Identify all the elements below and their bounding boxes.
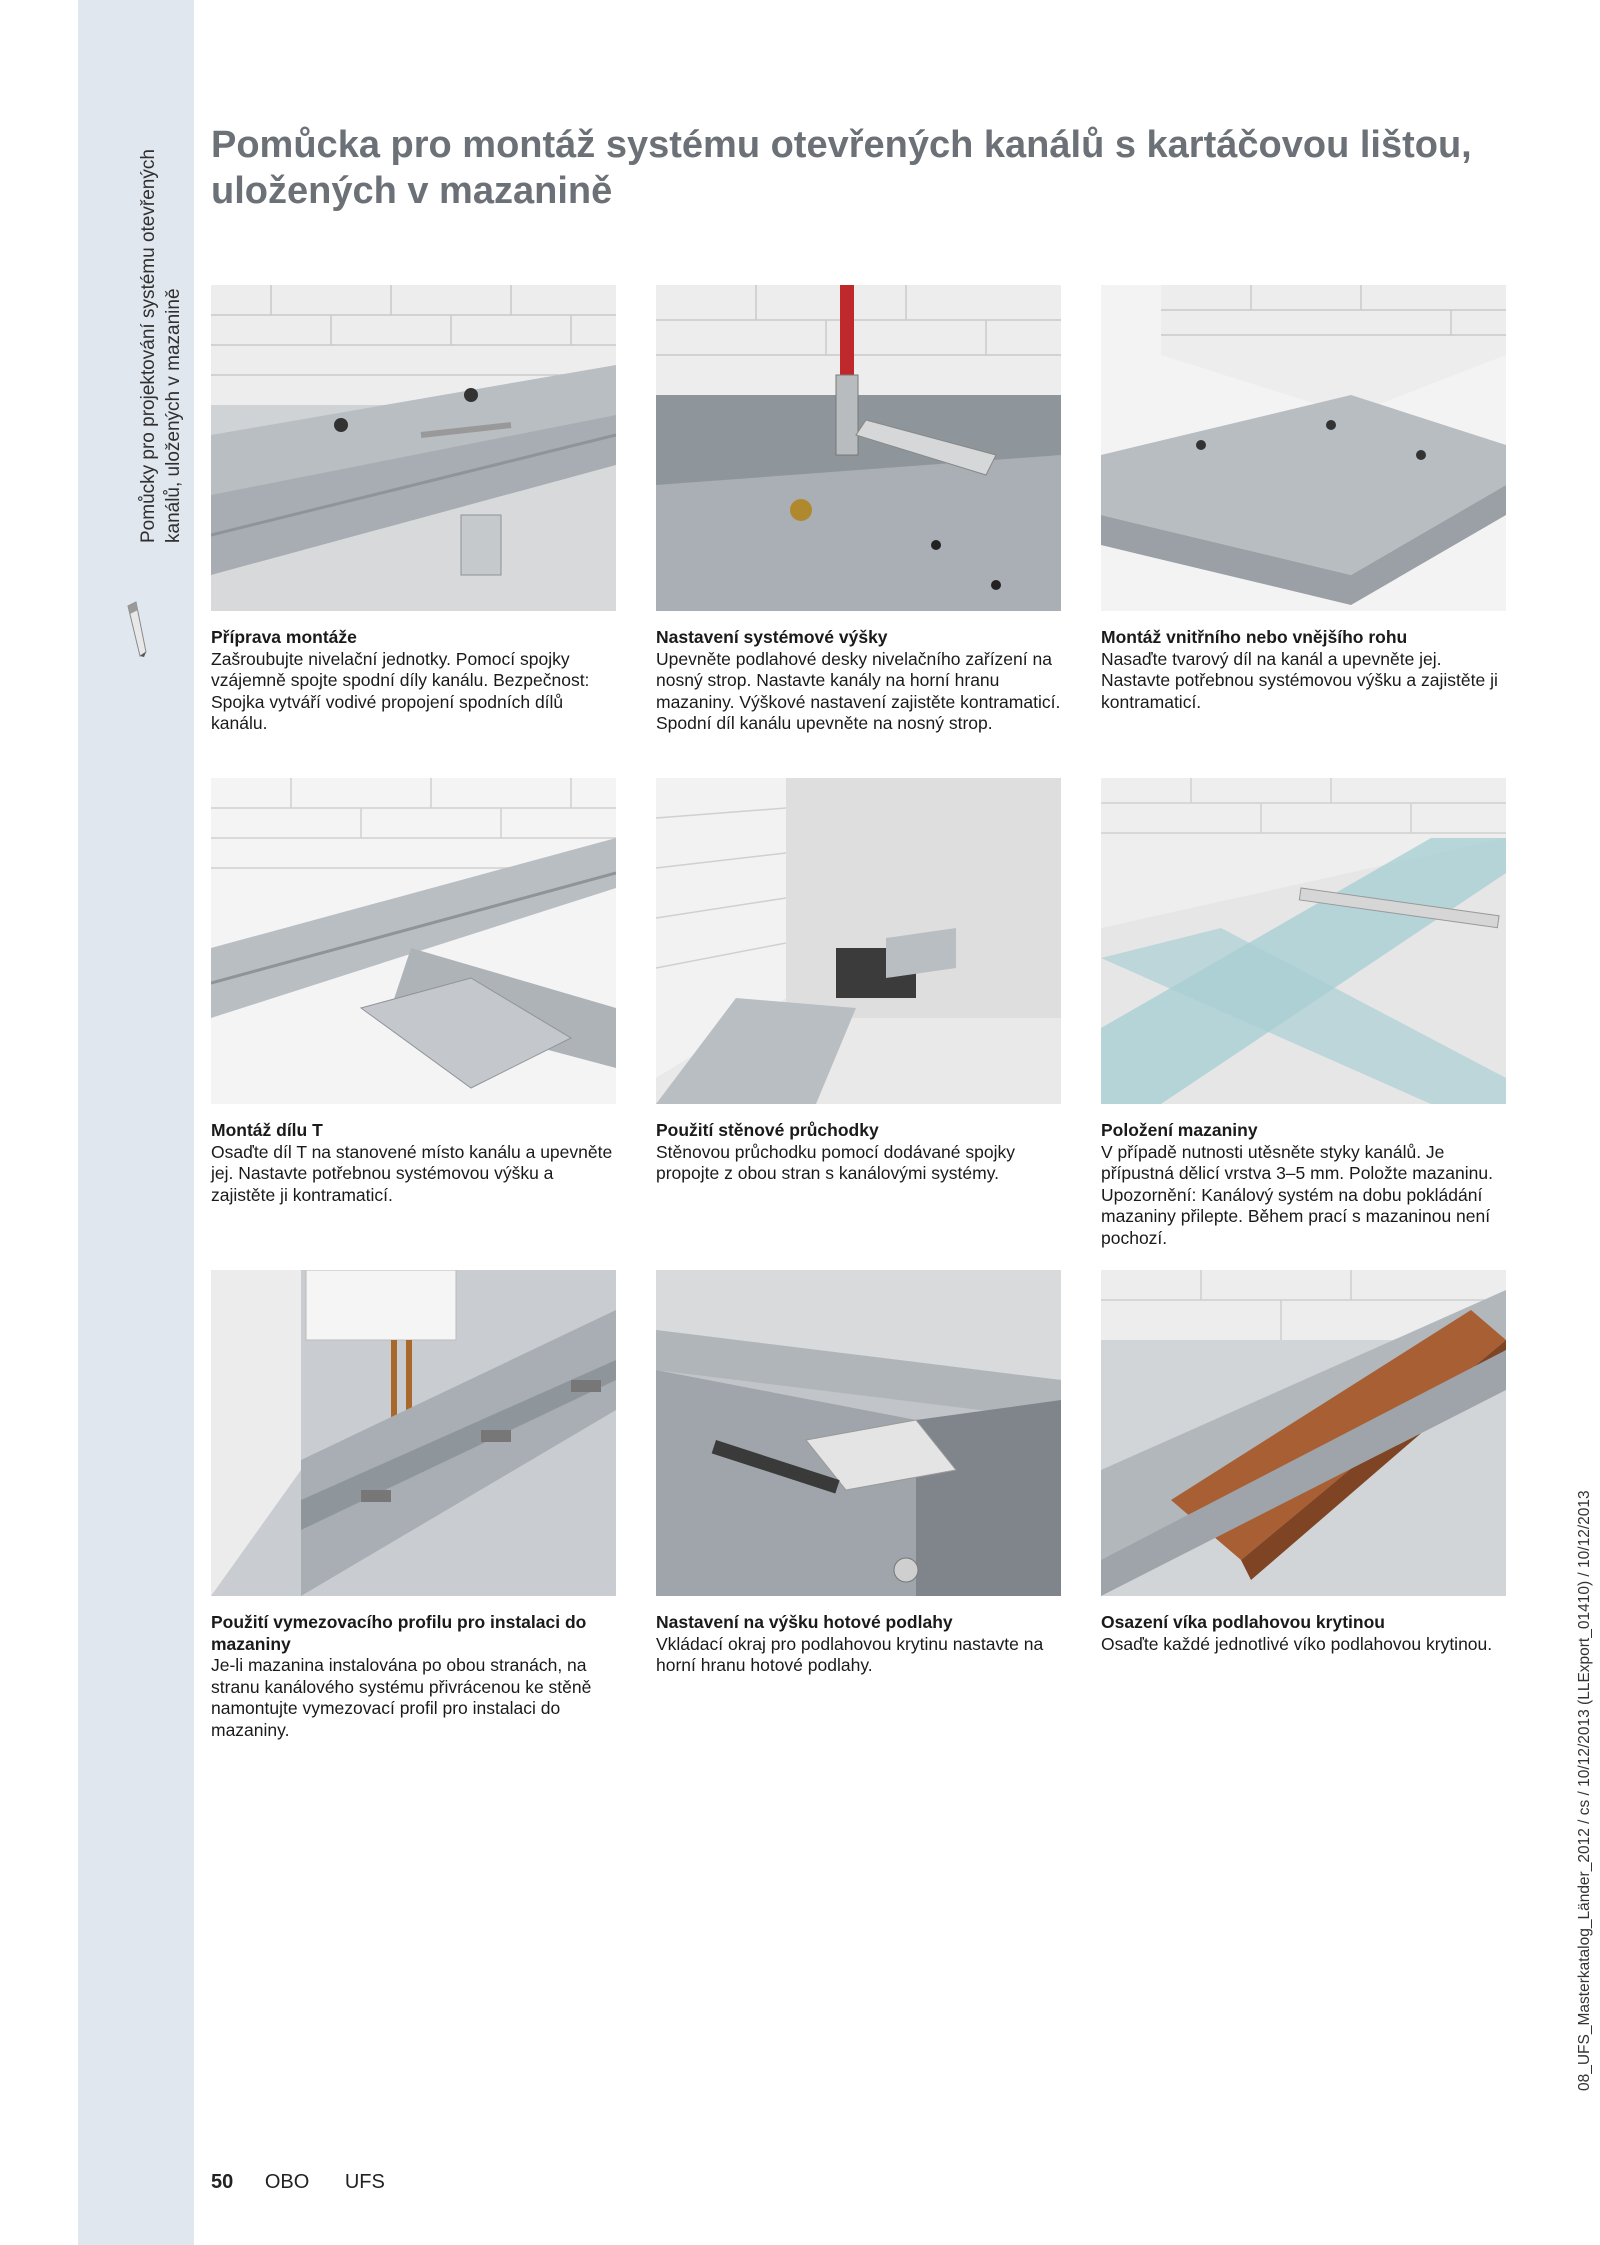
sidebar-section-title (136, 63, 186, 543)
step-title: Použití vymezovacího profilu pro instalaci do mazaniny (211, 1612, 587, 1654)
photo-installation-prep (211, 285, 616, 611)
step-title: Použití stěnové průchodky (656, 1120, 879, 1140)
step-text: Je-li mazanina instalována po obou stranách, na stranu kanálového systému přivrácenou ke stěně namontujte vymezovací profil pro instalaci do mazaniny. (211, 1655, 592, 1740)
page-title: Pomůcka pro montáž systému otevřených kanálů s kartáčovou lištou, uložených v mazanině (211, 124, 1472, 212)
photo-corner-mounting (1101, 285, 1506, 611)
step-title: Nastavení na výšku hotové podlahy (656, 1612, 953, 1632)
step-text: Stěnovou průchodku pomocí dodávané spojky propojte z obou stran s kanálovými systémy. (656, 1141, 1015, 1183)
step-5 (656, 778, 1061, 1185)
brand-name: OBO (264, 2171, 310, 2193)
photo-screed-laying (1101, 778, 1506, 1104)
step-text: Osaďte každé jednotlivé víko podlahovou krytinou. (1101, 1633, 1493, 1654)
step-title: Nastavení systémové výšky (656, 627, 888, 647)
page-number: 50 (211, 2171, 234, 2193)
step-6 (1101, 778, 1506, 1249)
photo-spacer-profile (211, 1270, 616, 1596)
photo-t-piece (211, 778, 616, 1104)
photo-cover-flooring (1101, 1270, 1506, 1596)
step-1 (211, 285, 616, 735)
step-2 (656, 285, 1061, 735)
step-4 (211, 778, 616, 1206)
step-title: Montáž vnitřního nebo vnějšího rohu (1101, 627, 1408, 647)
export-meta: 08_UFS_Masterkatalog_Länder_2012 / cs / 10/12/2013 (LLExport_01410) / 10/12/2013 (1576, 1490, 1593, 2091)
pencil-icon (126, 600, 148, 658)
photo-wall-duct (656, 778, 1061, 1104)
step-text: Nasaďte tvarový díl na kanál a upevněte jej. Nastavte potřebnou systémovou výšku a zajistěte ji kontramaticí. (1101, 648, 1498, 712)
step-title: Osazení víka podlahovou krytinou (1101, 1612, 1385, 1632)
step-title: Položení mazaniny (1101, 1120, 1258, 1140)
step-7 (211, 1270, 616, 1741)
sidebar-title-line-1: Pomůcky pro projektování systému otevřených (138, 149, 159, 543)
page-footer (211, 2171, 385, 2194)
step-title: Montáž dílu T (211, 1120, 323, 1140)
step-title: Příprava montáže (211, 627, 357, 647)
step-text: Upevněte podlahové desky nivelačního zařízení na nosný strop. Nastavte kanály na horní hranu mazaniny. Výškové nastavení zajistěte kontramaticí. Spodní díl kanálu upevněte na nosný strop. (656, 648, 1061, 733)
sidebar-title-line-2: kanálů, uložených v mazanině (163, 288, 184, 543)
step-text: Vkládací okraj pro podlahovou krytinu nastavte na horní hranu hotové podlahy. (656, 1633, 1044, 1675)
step-8 (656, 1270, 1061, 1677)
photo-system-height (656, 285, 1061, 611)
step-3 (1101, 285, 1506, 713)
step-9 (1101, 1270, 1506, 1655)
step-text: Zašroubujte nivelační jednotky. Pomocí spojky vzájemně spojte spodní díly kanálu. Bezpečnost: Spojka vytváří vodivé propojení spodních dílů kanálu. (211, 648, 590, 733)
step-text: V případě nutnosti utěsněte styky kanálů. Je přípustná dělicí vrstva 3–5 mm. Položte mazaninu. Upozornění: Kanálový systém na dobu pokládání mazaniny přilepte. Během prací s mazaninou není pochozí. (1101, 1141, 1493, 1248)
section-name: UFS (344, 2171, 385, 2193)
photo-floor-height (656, 1270, 1061, 1596)
step-text: Osaďte díl T na stanovené místo kanálu a upevněte jej. Nastavte potřebnou systémovou výšku a zajistěte ji kontramaticí. (211, 1141, 613, 1205)
